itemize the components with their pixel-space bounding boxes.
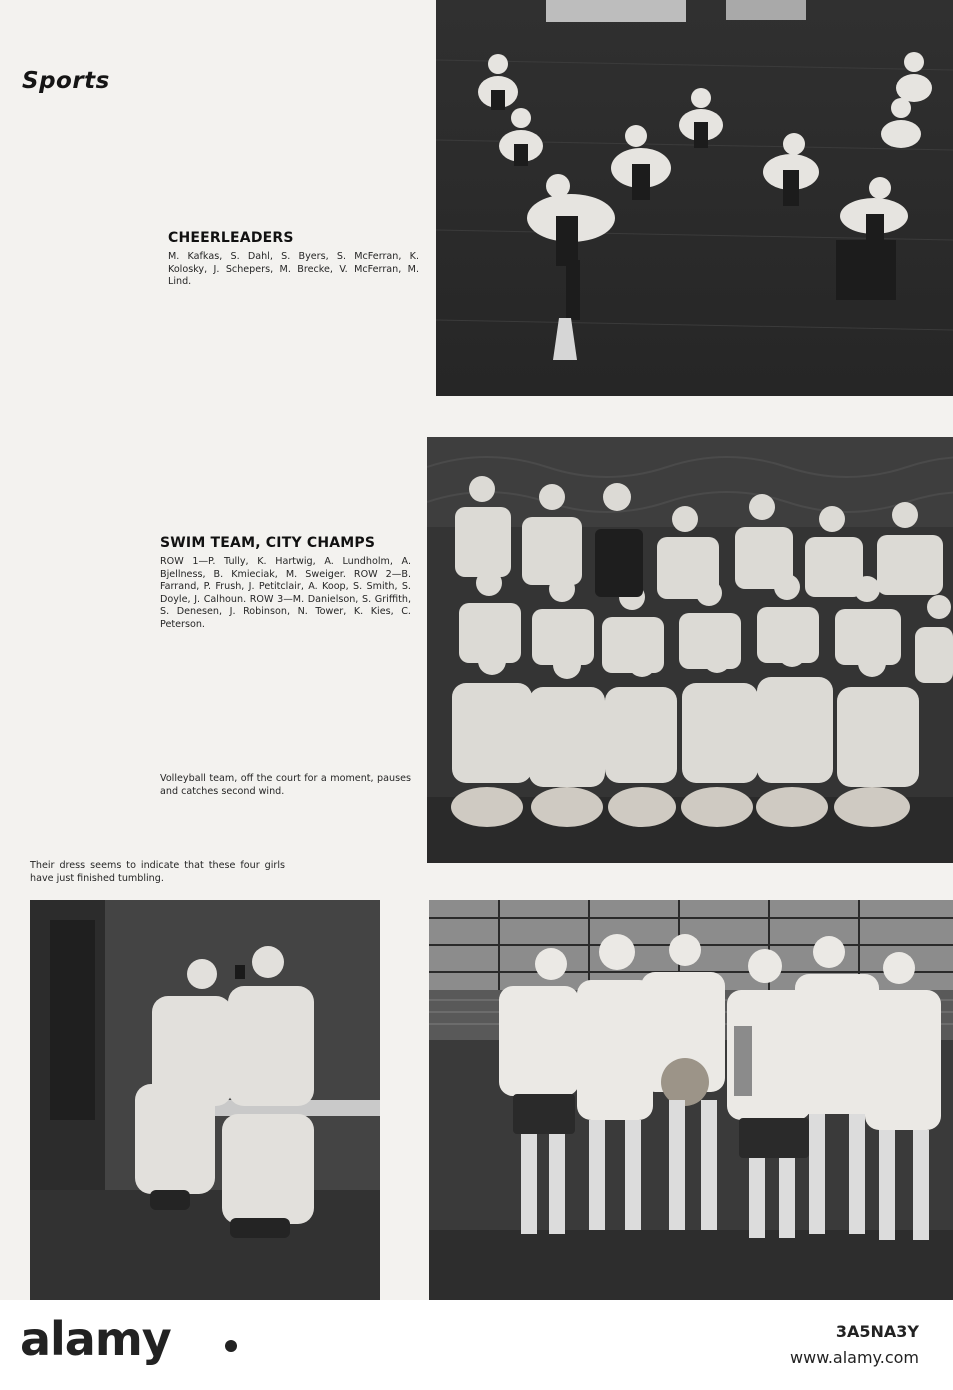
alamy-logo: alamy [20,1312,171,1366]
swim-team-heading: SWIM TEAM, CITY CHAMPS [160,535,376,551]
cheerleaders-names: M. Kafkas, S. Dahl, S. Byers, S. McFerran, K. Kolosky, J. Schepers, M. Brecke, V. McFerran, M. Lind. [168,251,419,288]
volleyball-photo [429,900,953,1300]
image-id: 3A5NA3Y [835,1322,919,1341]
swim-team-names: ROW 1—P. Tully, K. Hartwig, A. Lundholm, A. Bjellness, B. Kmieciak, M. Sweiger. ROW 2—B. Farrand, P. Frush, J. Petitclair, A. Koop, S. Smith, S. Doyle, J. Calhoun. ROW 3—M. Danielson, S. Griffith, S. Denesen, J. Robinson, N. Tower, K. Kies, C. Peterson. [160,556,411,630]
stock-footer [0,1300,953,1390]
cheerleaders-heading: CHEERLEADERS [168,230,294,246]
site-url[interactable]: www.alamy.com [790,1348,919,1367]
tumbling-caption: Their dress seems to indicate that these four girls have just finished tumbling. [30,860,285,884]
volleyball-caption: Volleyball team, off the court for a moment, pauses and catches second wind. [160,773,411,797]
cheerleaders-caption [168,230,419,289]
swim-team-photo [427,437,953,863]
section-title: Sports [22,68,110,94]
cheerleaders-photo [436,0,953,396]
tumbling-photo [30,900,380,1300]
swim-team-caption [160,535,411,632]
logo-dot-icon [225,1340,237,1352]
